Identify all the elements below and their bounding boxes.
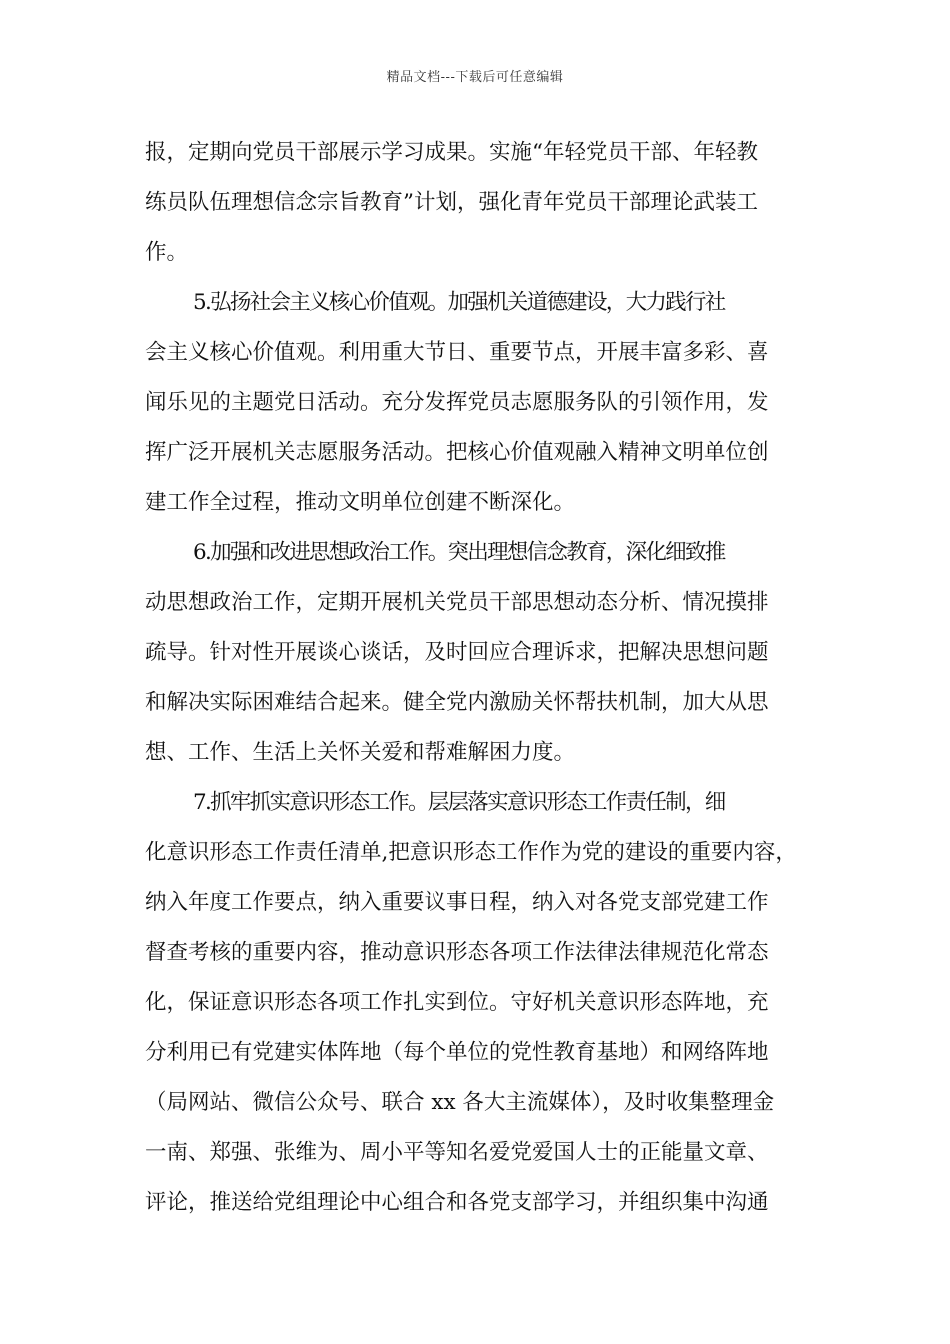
text-line: 6.加强和改进思想政治工作。突出理想信念教育，深化细致推	[193, 540, 725, 565]
text-line: 挥广泛开展机关志愿服务活动。把核心价值观融入精神文明单位创	[145, 440, 769, 465]
text-line: 分利用已有党建实体阵地（每个单位的党性教育基地）和网络阵地	[145, 1040, 769, 1065]
text-line: 作。	[145, 240, 189, 265]
text-line: 建工作全过程，推动文明单位创建不断深化。	[145, 490, 576, 515]
text-line: 闻乐见的主题党日活动。充分发挥党员志愿服务队的引领作用，发	[145, 390, 769, 415]
text-line: 化意识形态工作责任清单,把意识形态工作作为党的建设的重要内容，	[145, 840, 797, 865]
text-line: 动思想政治工作，定期开展机关党员干部思想动态分析、情况摸排	[145, 590, 769, 615]
text-line: 化，保证意识形态各项工作扎实到位。守好机关意识形态阵地，充	[145, 990, 769, 1015]
text-line: 评论，推送给党组理论中心组合和各党支部学习，并组织集中沟通	[145, 1190, 769, 1215]
text-line: 疏导。针对性开展谈心谈话，及时回应合理诉求，把解决思想问题	[145, 640, 769, 665]
text-line: 5.弘扬社会主义核心价值观。加强机关道德建设，大力践行社	[193, 290, 725, 315]
text-line: 督查考核的重要内容，推动意识形态各项工作法律法律规范化常态	[145, 940, 769, 965]
text-line: 报，定期向党员干部展示学习成果。实施“年轻党员干部、年轻教	[145, 140, 758, 165]
text-line: （局网站、微信公众号、联合 xx 各大主流媒体），及时收集整理金	[145, 1090, 775, 1115]
text-line: 7.抓牢抓实意识形态工作。层层落实意识形态工作责任制，细	[193, 790, 725, 815]
text-line: 一南、郑强、张维为、周小平等知名爱党爱国人士的正能量文章、	[145, 1140, 769, 1165]
text-line: 想、工作、生活上关怀关爱和帮难解困力度。	[145, 740, 576, 765]
text-line: 和解决实际困难结合起来。健全党内激励关怀帮扶机制，加大从思	[145, 690, 769, 715]
text-line: 纳入年度工作要点，纳入重要议事日程，纳入对各党支部党建工作	[145, 890, 769, 915]
page-header: 精品文档---下载后可任意编辑	[386, 70, 564, 85]
text-line: 练员队伍理想信念宗旨教育”计划，强化青年党员干部理论武装工	[145, 190, 758, 215]
text-line: 会主义核心价值观。利用重大节日、重要节点，开展丰富多彩、喜	[145, 340, 769, 365]
document-body	[145, 128, 815, 1228]
